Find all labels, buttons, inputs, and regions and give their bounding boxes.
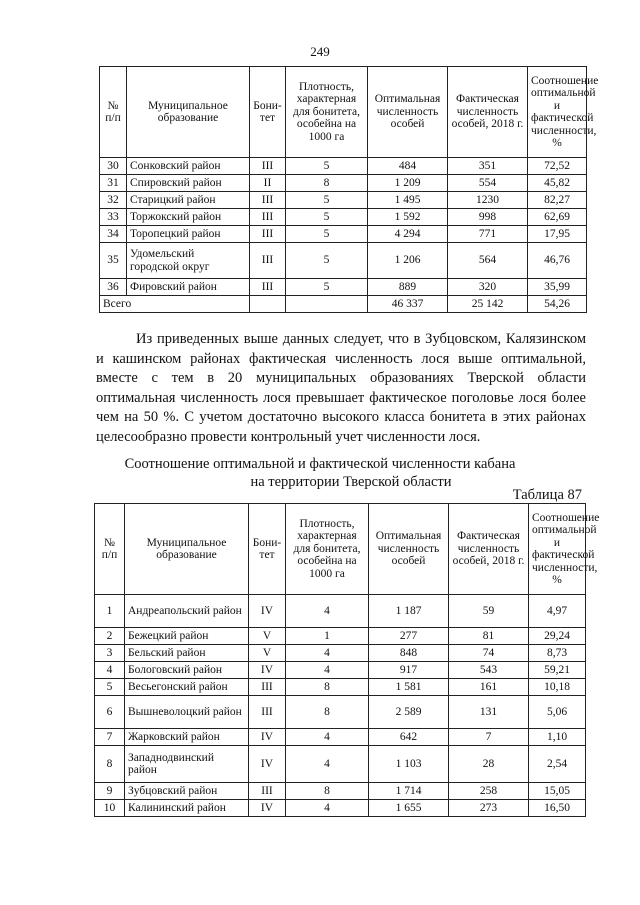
total-row bbox=[100, 296, 587, 313]
header-num: № п/п bbox=[95, 504, 125, 595]
cell-num: 35 bbox=[100, 243, 127, 279]
cell-actual: 351 bbox=[448, 158, 528, 175]
cell-optimal: 277 bbox=[369, 628, 449, 645]
cell-actual: 1230 bbox=[448, 192, 528, 209]
header-ratio: Соотношение оптимальной и фактической численности, % bbox=[529, 504, 586, 595]
cell-num: 33 bbox=[100, 209, 127, 226]
cell-actual: 28 bbox=[449, 746, 529, 783]
cell-actual: 7 bbox=[449, 729, 529, 746]
cell-bonitet: V bbox=[249, 628, 286, 645]
cell-bonitet: III bbox=[249, 679, 286, 696]
cell-density: 8 bbox=[286, 679, 369, 696]
cell-actual: 320 bbox=[448, 279, 528, 296]
cell-optimal: 2 589 bbox=[369, 696, 449, 729]
cell-bonitet: III bbox=[250, 243, 286, 279]
cell-bonitet: III bbox=[250, 226, 286, 243]
cell-num: 6 bbox=[95, 696, 125, 729]
cell-density: 4 bbox=[286, 729, 369, 746]
boar-table bbox=[94, 503, 600, 817]
cell-ratio: 29,24 bbox=[529, 628, 586, 645]
table-row bbox=[95, 628, 586, 645]
cell-bonitet: IV bbox=[249, 729, 286, 746]
cell-name: Весьегонский район bbox=[125, 679, 249, 696]
table-row bbox=[95, 729, 586, 746]
cell-num: 30 bbox=[100, 158, 127, 175]
table-row bbox=[95, 679, 586, 696]
cell-num: 34 bbox=[100, 226, 127, 243]
cell-actual: 998 bbox=[448, 209, 528, 226]
cell-ratio: 62,69 bbox=[528, 209, 587, 226]
cell-num: 9 bbox=[95, 783, 125, 800]
table-title-line1: Соотношение оптимальной и фактической численности кабана bbox=[124, 456, 516, 472]
header-optimal: Оптимальная численность особей bbox=[368, 67, 448, 158]
cell-bonitet: III bbox=[250, 158, 286, 175]
cell-num: 8 bbox=[95, 746, 125, 783]
cell-name: Торопецкий район bbox=[127, 226, 250, 243]
cell-bonitet: IV bbox=[249, 662, 286, 679]
cell-ratio: 8,73 bbox=[529, 645, 586, 662]
cell-actual: 131 bbox=[449, 696, 529, 729]
total-empty bbox=[286, 296, 368, 313]
cell-ratio: 72,52 bbox=[528, 158, 587, 175]
cell-density: 5 bbox=[286, 243, 368, 279]
cell-ratio: 16,50 bbox=[529, 800, 586, 817]
table-row bbox=[100, 192, 587, 209]
cell-optimal: 1 209 bbox=[368, 175, 448, 192]
cell-ratio: 5,06 bbox=[529, 696, 586, 729]
cell-num: 32 bbox=[100, 192, 127, 209]
header-actual: Фактическая численность особей, 2018 г. bbox=[448, 67, 528, 158]
table-row bbox=[100, 175, 587, 192]
cell-name: Удомельский городской округ bbox=[127, 243, 250, 279]
cell-optimal: 1 714 bbox=[369, 783, 449, 800]
cell-actual: 81 bbox=[449, 628, 529, 645]
total-optimal: 46 337 bbox=[368, 296, 448, 313]
cell-num: 5 bbox=[95, 679, 125, 696]
cell-ratio: 45,82 bbox=[528, 175, 587, 192]
cell-bonitet: III bbox=[249, 783, 286, 800]
cell-name: Западнодвинский район bbox=[125, 746, 249, 783]
cell-optimal: 1 187 bbox=[369, 595, 449, 628]
total-empty bbox=[250, 296, 286, 313]
cell-density: 1 bbox=[286, 628, 369, 645]
cell-bonitet: V bbox=[249, 645, 286, 662]
table-row bbox=[95, 662, 586, 679]
cell-ratio: 82,27 bbox=[528, 192, 587, 209]
cell-optimal: 1 495 bbox=[368, 192, 448, 209]
cell-density: 4 bbox=[286, 645, 369, 662]
cell-actual: 258 bbox=[449, 783, 529, 800]
table-header-row bbox=[100, 67, 587, 158]
cell-num: 4 bbox=[95, 662, 125, 679]
total-label: Всего bbox=[100, 296, 250, 313]
cell-name: Калининский район bbox=[125, 800, 249, 817]
cell-num: 10 bbox=[95, 800, 125, 817]
cell-bonitet: III bbox=[250, 209, 286, 226]
cell-ratio: 2,54 bbox=[529, 746, 586, 783]
table-title bbox=[0, 455, 640, 491]
cell-density: 4 bbox=[286, 662, 369, 679]
cell-optimal: 484 bbox=[368, 158, 448, 175]
cell-optimal: 1 206 bbox=[368, 243, 448, 279]
header-density: Плотность, характерная для бонитета, особейна на 1000 га bbox=[286, 504, 369, 595]
table-header-row bbox=[95, 504, 586, 595]
cell-actual: 74 bbox=[449, 645, 529, 662]
cell-ratio: 1,10 bbox=[529, 729, 586, 746]
table-row bbox=[100, 243, 587, 279]
table-row bbox=[95, 800, 586, 817]
cell-optimal: 889 bbox=[368, 279, 448, 296]
table-row bbox=[95, 595, 586, 628]
cell-bonitet: II bbox=[250, 175, 286, 192]
cell-num: 31 bbox=[100, 175, 127, 192]
cell-density: 8 bbox=[286, 696, 369, 729]
cell-density: 8 bbox=[286, 175, 368, 192]
cell-num: 7 bbox=[95, 729, 125, 746]
header-actual: Фактическая численность особей, 2018 г. bbox=[449, 504, 529, 595]
table-row bbox=[100, 279, 587, 296]
cell-name: Бельский район bbox=[125, 645, 249, 662]
cell-density: 5 bbox=[286, 158, 368, 175]
header-ratio: Соотношение оптимальной и фактической численности, % bbox=[528, 67, 587, 158]
cell-ratio: 35,99 bbox=[528, 279, 587, 296]
cell-density: 5 bbox=[286, 209, 368, 226]
table-row bbox=[95, 645, 586, 662]
cell-bonitet: III bbox=[250, 192, 286, 209]
cell-num: 1 bbox=[95, 595, 125, 628]
cell-name: Андреапольский район bbox=[125, 595, 249, 628]
header-density: Плотность, характерная для бонитета, особейна на 1000 га bbox=[286, 67, 368, 158]
cell-ratio: 17,95 bbox=[528, 226, 587, 243]
cell-optimal: 642 bbox=[369, 729, 449, 746]
cell-bonitet: III bbox=[249, 696, 286, 729]
cell-actual: 564 bbox=[448, 243, 528, 279]
cell-name: Бологовский район bbox=[125, 662, 249, 679]
table-row bbox=[100, 158, 587, 175]
cell-bonitet: IV bbox=[249, 746, 286, 783]
cell-optimal: 4 294 bbox=[368, 226, 448, 243]
cell-num: 2 bbox=[95, 628, 125, 645]
header-bonitet: Бони-тет bbox=[250, 67, 286, 158]
moose-table bbox=[99, 66, 599, 313]
table-title-line2: на территории Тверской области bbox=[250, 474, 452, 490]
cell-name: Торжокский район bbox=[127, 209, 250, 226]
cell-bonitet: IV bbox=[249, 800, 286, 817]
cell-density: 4 bbox=[286, 595, 369, 628]
total-actual: 25 142 bbox=[448, 296, 528, 313]
table-row bbox=[100, 226, 587, 243]
cell-density: 4 bbox=[286, 800, 369, 817]
cell-optimal: 848 bbox=[369, 645, 449, 662]
cell-actual: 543 bbox=[449, 662, 529, 679]
cell-density: 5 bbox=[286, 226, 368, 243]
cell-ratio: 15,05 bbox=[529, 783, 586, 800]
cell-ratio: 10,18 bbox=[529, 679, 586, 696]
cell-name: Спировский район bbox=[127, 175, 250, 192]
header-optimal: Оптимальная численность особей bbox=[369, 504, 449, 595]
cell-name: Жарковский район bbox=[125, 729, 249, 746]
cell-name: Бежецкий район bbox=[125, 628, 249, 645]
cell-density: 4 bbox=[286, 746, 369, 783]
cell-name: Старицкий район bbox=[127, 192, 250, 209]
cell-ratio: 4,97 bbox=[529, 595, 586, 628]
cell-optimal: 1 103 bbox=[369, 746, 449, 783]
table-label: Таблица 87 bbox=[512, 487, 582, 503]
page-number: 249 bbox=[310, 44, 330, 59]
cell-actual: 161 bbox=[449, 679, 529, 696]
cell-num: 3 bbox=[95, 645, 125, 662]
header-name: Муниципальное образование bbox=[125, 504, 249, 595]
cell-density: 5 bbox=[286, 279, 368, 296]
cell-name: Сонковский район bbox=[127, 158, 250, 175]
header-name: Муниципальное образование bbox=[127, 67, 250, 158]
cell-optimal: 1 592 bbox=[368, 209, 448, 226]
cell-density: 8 bbox=[286, 783, 369, 800]
cell-bonitet: III bbox=[250, 279, 286, 296]
header-num: № п/п bbox=[100, 67, 127, 158]
cell-num: 36 bbox=[100, 279, 127, 296]
cell-name: Зубцовский район bbox=[125, 783, 249, 800]
cell-actual: 771 bbox=[448, 226, 528, 243]
cell-ratio: 59,21 bbox=[529, 662, 586, 679]
cell-optimal: 917 bbox=[369, 662, 449, 679]
header-bonitet: Бони-тет bbox=[249, 504, 286, 595]
cell-density: 5 bbox=[286, 192, 368, 209]
cell-actual: 59 bbox=[449, 595, 529, 628]
cell-ratio: 46,76 bbox=[528, 243, 587, 279]
cell-optimal: 1 581 bbox=[369, 679, 449, 696]
cell-actual: 273 bbox=[449, 800, 529, 817]
cell-bonitet: IV bbox=[249, 595, 286, 628]
cell-name: Вышневолоцкий район bbox=[125, 696, 249, 729]
table-row bbox=[100, 209, 587, 226]
cell-optimal: 1 655 bbox=[369, 800, 449, 817]
table-row bbox=[95, 746, 586, 783]
cell-actual: 554 bbox=[448, 175, 528, 192]
table-row bbox=[95, 696, 586, 729]
total-ratio: 54,26 bbox=[528, 296, 587, 313]
table-row bbox=[95, 783, 586, 800]
body-paragraph: Из приведенных выше данных следует, что в Зубцовском, Калязинском и кашинском районах фактическая численность лося выше оптимальной, вместе с тем в 20 муниципальных образованиях Тверской области оптимальная численность лося превышает фактическое поголовье лося более чем на 50 %. С учетом достаточно высокого класса бонитета в этих районах целесообразно провести контрольный учет численности лося. bbox=[96, 331, 586, 445]
cell-name: Фировский район bbox=[127, 279, 250, 296]
